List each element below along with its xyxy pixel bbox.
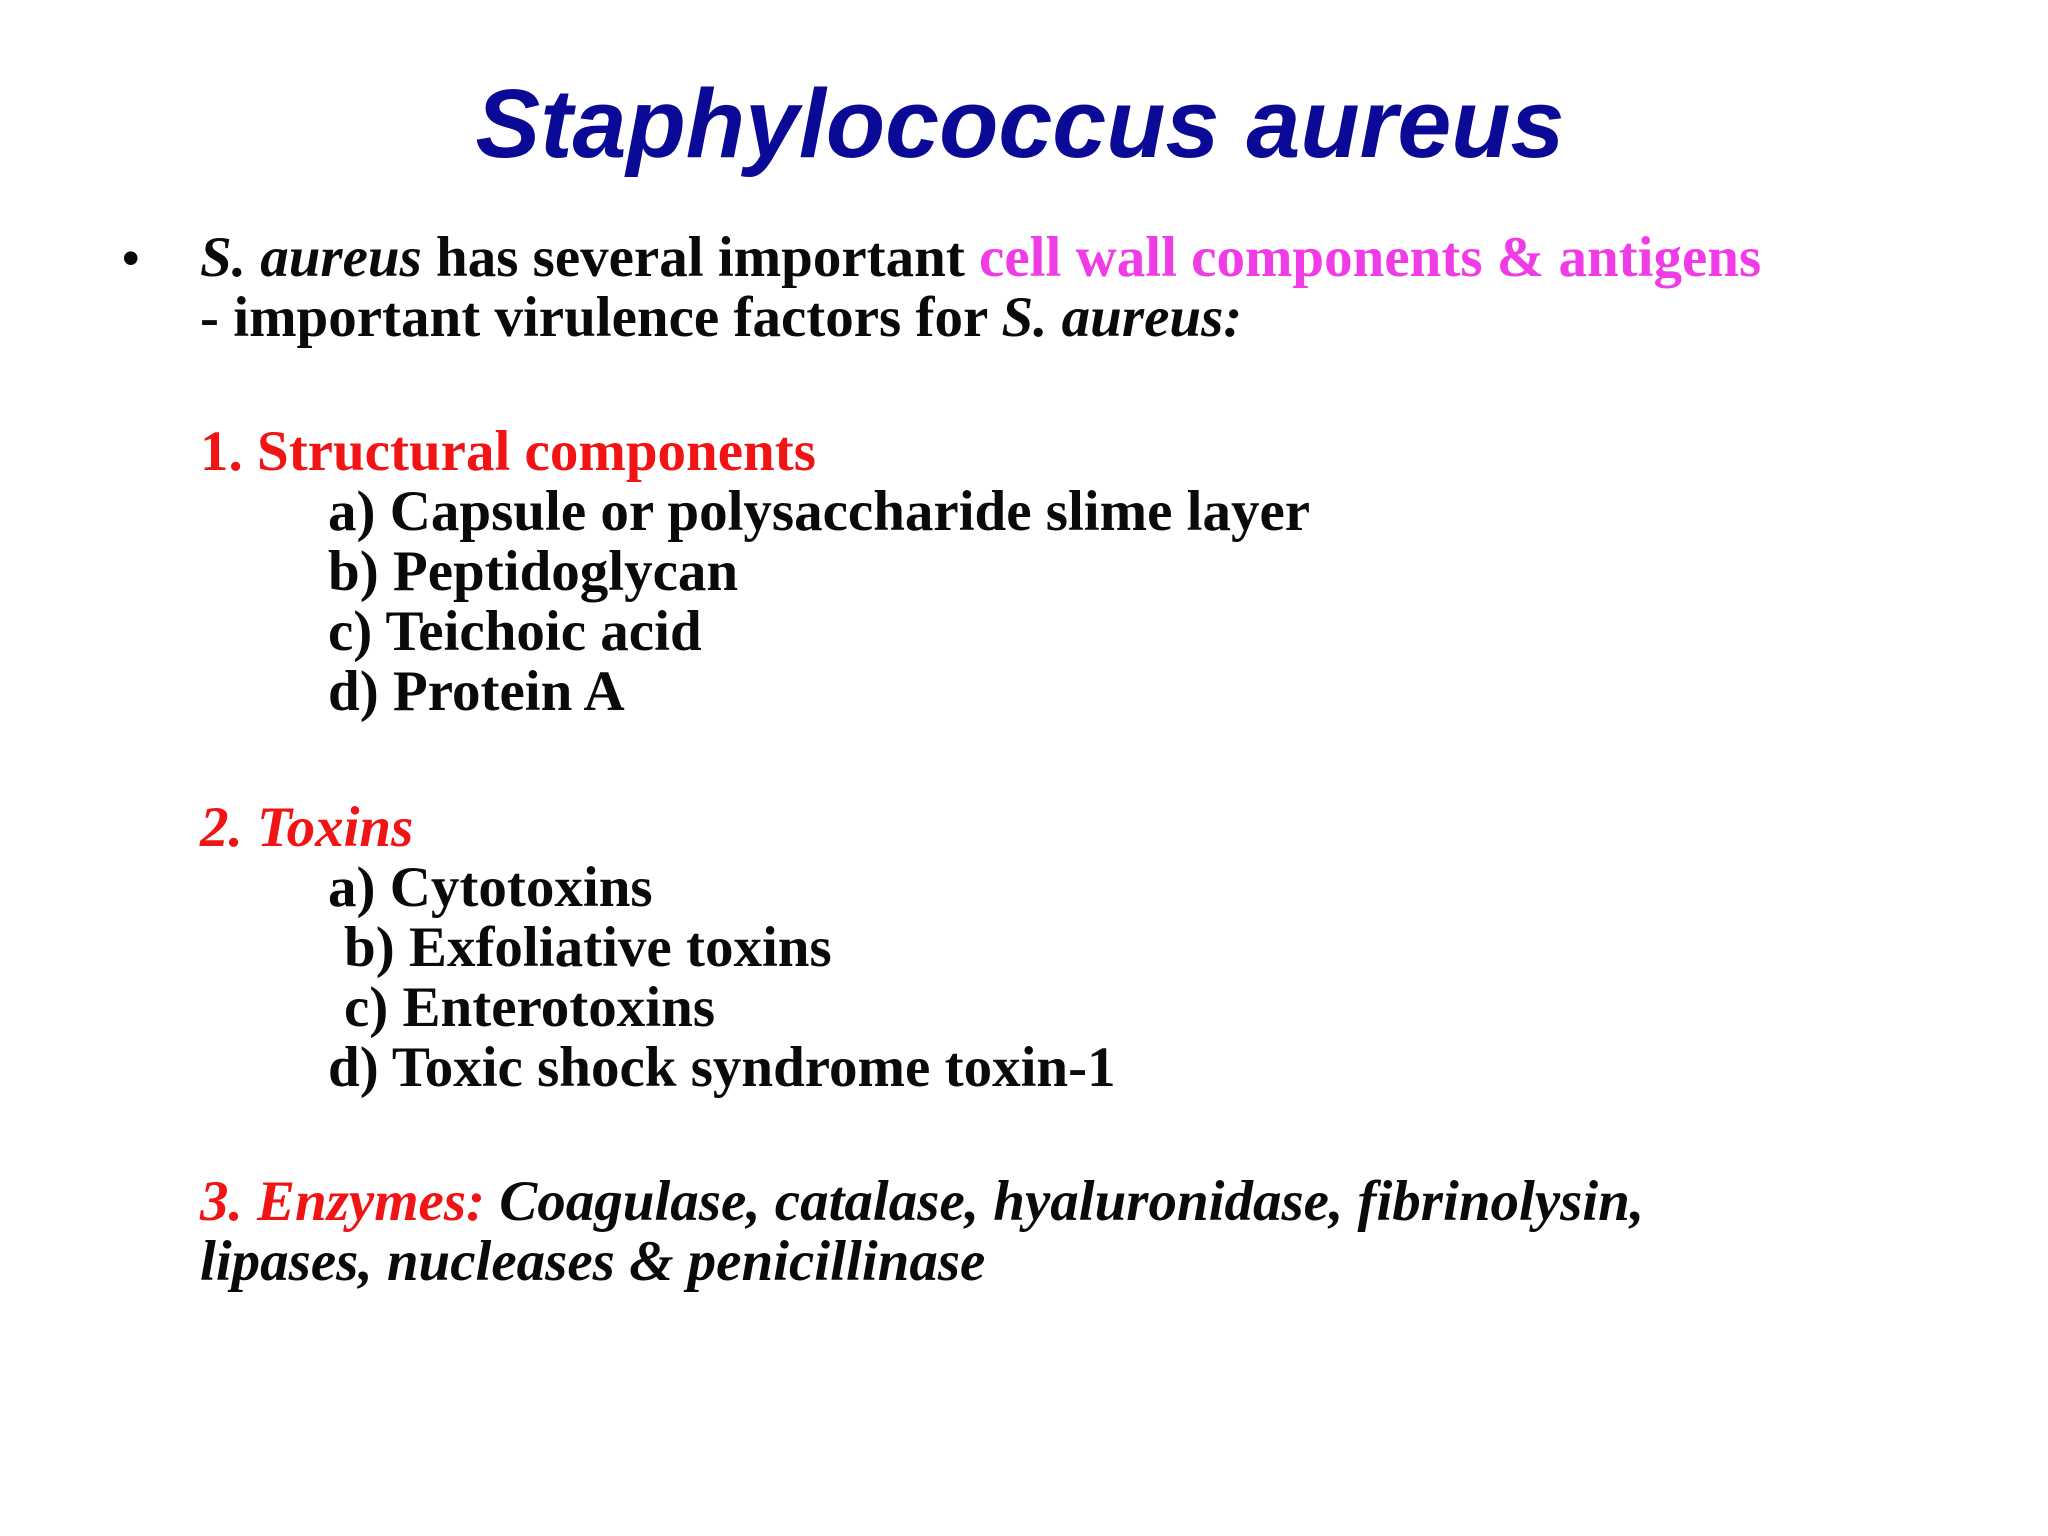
enzymes-line-1 — [200, 1172, 1644, 1232]
list-item-capsule: a) Capsule or polysaccharide slime layer — [328, 480, 1311, 543]
slide-title: Staphylococcus aureus — [475, 69, 1565, 178]
list-item-tsst-1: d) Toxic shock syndrome toxin-1 — [328, 1036, 1116, 1099]
section-heading-toxins: 2. Toxins — [200, 796, 414, 859]
list-item-peptidoglycan: b) Peptidoglycan — [328, 540, 739, 603]
list-item-enterotoxins: c) Enterotoxins — [344, 976, 716, 1039]
species-name-2: S. aureus: — [1001, 286, 1243, 349]
intro-text-2: - important virulence factors for — [200, 286, 1002, 349]
list-item-exfoliative-toxins: b) Exfoliative toxins — [344, 916, 832, 979]
section-heading-structural: 1. Structural components — [200, 420, 816, 483]
intro-line-2 — [200, 288, 1242, 348]
section-heading-enzymes: 3. Enzymes: — [200, 1170, 485, 1233]
highlight-text: cell wall components & antigens — [979, 226, 1762, 289]
list-item-teichoic-acid: c) Teichoic acid — [328, 600, 702, 663]
list-item-protein-a: d) Protein A — [328, 660, 625, 723]
bullet-icon: • — [122, 230, 140, 286]
enzymes-list-1: Coagulase, catalase, hyaluronidase, fibrinolysin, — [485, 1170, 1645, 1233]
species-name: S. aureus — [200, 226, 422, 289]
intro-text: has several important — [421, 226, 980, 289]
list-item-cytotoxins: a) Cytotoxins — [328, 856, 653, 919]
intro-line-1 — [200, 228, 1761, 288]
enzymes-line-2: lipases, nucleases & penicillinase — [200, 1230, 986, 1293]
